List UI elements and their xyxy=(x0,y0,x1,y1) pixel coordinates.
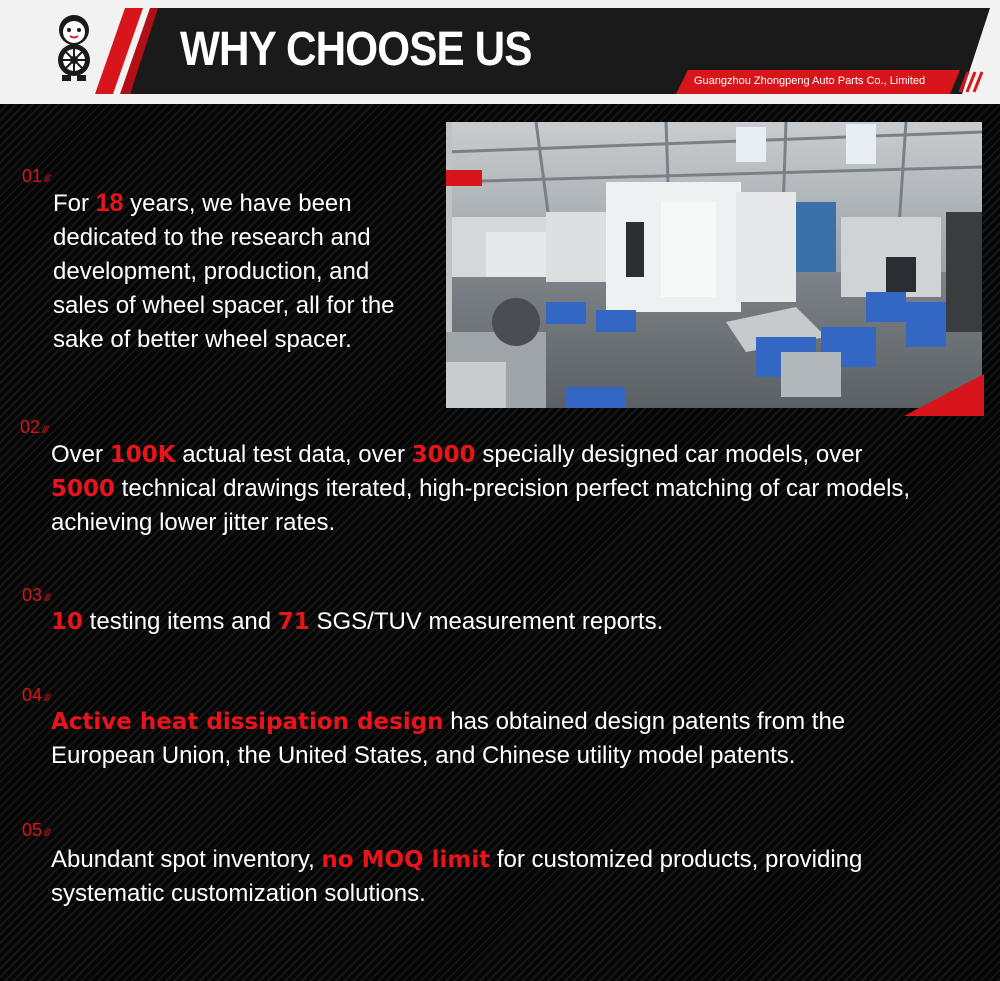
highlight-drawings: 5000 xyxy=(51,476,116,502)
item-number-marks: /// xyxy=(44,593,50,604)
text-span: years, we have been xyxy=(123,190,352,217)
highlight-years: 18 xyxy=(95,189,124,217)
factory-photo xyxy=(446,122,982,408)
text-span: specially designed car models, over xyxy=(475,441,863,468)
text-span: Abundant spot inventory, xyxy=(51,846,322,873)
item-line xyxy=(51,605,663,639)
text-span: testing items and xyxy=(83,608,278,635)
item-number-text: 04 xyxy=(22,685,43,705)
item-number-02 xyxy=(20,417,47,438)
text-span: has obtained design patents from the xyxy=(443,708,846,735)
item-line xyxy=(51,705,845,739)
item-line: dedicated to the research and xyxy=(53,224,371,251)
item-number-marks: /// xyxy=(42,425,48,436)
item-line: European Union, the United States, and Chinese utility model patents. xyxy=(51,742,796,769)
item-line: sake of better wheel spacer. xyxy=(53,326,352,353)
item-line xyxy=(51,438,910,472)
item-text-01 xyxy=(53,186,395,357)
text-span: technical drawings iterated, high-precision perfect matching of car models, xyxy=(115,475,911,502)
header xyxy=(0,0,1000,104)
item-number-04 xyxy=(22,685,49,706)
item-line: achieving lower jitter rates. xyxy=(51,509,336,536)
item-number-text: 05 xyxy=(22,820,43,840)
mascot-wheel-logo-icon xyxy=(44,8,104,88)
item-line xyxy=(51,843,862,877)
item-number-marks: /// xyxy=(44,693,50,704)
item-number-03 xyxy=(22,585,49,606)
item-number-marks: /// xyxy=(44,828,50,839)
item-number-text: 03 xyxy=(22,585,43,605)
text-span: for customized products, providing xyxy=(490,846,863,873)
item-line xyxy=(51,472,910,506)
item-line: development, production, and xyxy=(53,258,370,285)
text-span: SGS/TUV measurement reports. xyxy=(309,608,664,635)
highlight-reports: 71 xyxy=(277,609,310,635)
highlight-car-models: 3000 xyxy=(411,442,476,468)
factory-cnc-workshop-photo xyxy=(446,122,982,408)
item-line: sales of wheel spacer, all for the xyxy=(53,292,395,319)
item-number-marks: /// xyxy=(44,174,50,185)
item-text-03 xyxy=(51,605,663,639)
item-number-05 xyxy=(22,820,49,841)
item-line: systematic customization solutions. xyxy=(51,880,426,907)
item-line xyxy=(53,186,395,221)
item-number-text: 01 xyxy=(22,166,43,186)
item-number-01 xyxy=(22,166,49,187)
highlight-heat-design: Active heat dissipation design xyxy=(51,709,444,735)
highlight-testing-items: 10 xyxy=(51,609,84,635)
highlight-no-moq: no MOQ limit xyxy=(321,847,491,873)
highlight-test-data: 100K xyxy=(109,442,176,468)
slash-decoration-icon xyxy=(950,70,990,94)
company-name: Guangzhou Zhongpeng Auto Parts Co., Limited xyxy=(694,75,926,87)
text-span: For xyxy=(53,190,96,217)
item-text-02 xyxy=(51,438,910,540)
item-text-04 xyxy=(51,705,845,773)
item-number-text: 02 xyxy=(20,417,41,437)
item-text-05 xyxy=(51,843,862,911)
page-title: WHY CHOOSE US xyxy=(180,23,532,76)
text-span: Over xyxy=(51,441,110,468)
text-span: actual test data, over xyxy=(175,441,412,468)
